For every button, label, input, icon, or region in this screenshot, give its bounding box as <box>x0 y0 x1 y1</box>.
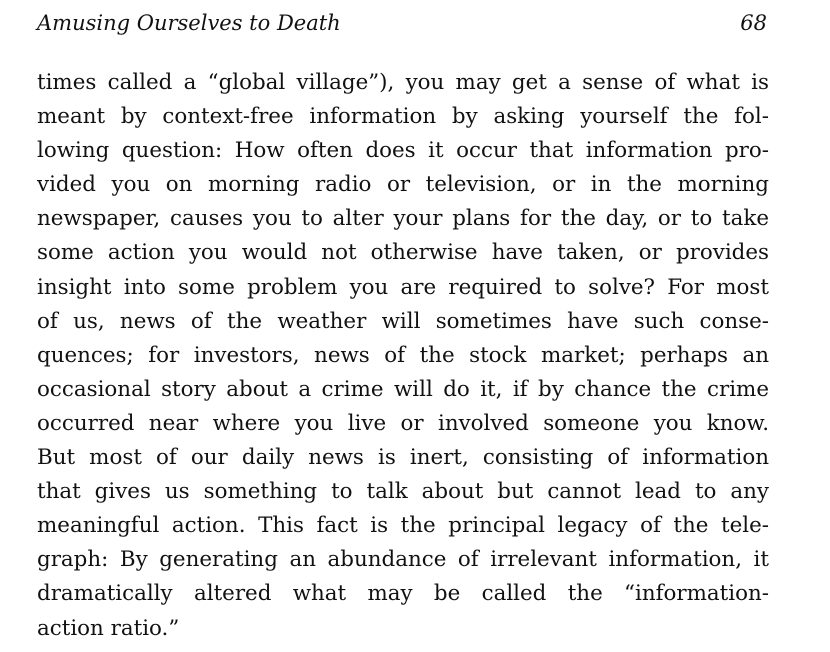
page-number: 68 <box>740 11 767 35</box>
text-line: insight into some problem you are required to solve? For most <box>37 274 769 300</box>
text-line: graph: By generating an abundance of irrelevant information, it <box>37 547 769 573</box>
text-line: times called a “global village”), you may get a sense of what is <box>37 70 769 95</box>
text-line: occurred near where you live or involved someone you know. <box>37 410 769 436</box>
text-line: meant by context-free information by asking yourself the fol- <box>37 104 769 130</box>
text-line: some action you would not otherwise have taken, or provides <box>37 240 769 266</box>
text-line: dramatically altered what may be called the “information- <box>37 581 769 607</box>
text-line: occasional story about a crime will do it, if by chance the crime <box>37 376 769 402</box>
text-line: that gives us something to talk about but cannot lead to any <box>37 479 769 505</box>
text-line: action ratio.” <box>37 615 180 641</box>
text-line: of us, news of the weather will sometimes have such conse- <box>37 308 769 334</box>
text-line: lowing question: How often does it occur that information pro- <box>37 138 769 164</box>
book-title: Amusing Ourselves to Death <box>37 11 341 35</box>
text-line: quences; for investors, news of the stock market; perhaps an <box>37 342 769 368</box>
text-line: But most of our daily news is inert, consisting of information <box>37 445 769 471</box>
text-line: meaningful action. This fact is the principal legacy of the tele- <box>37 513 769 539</box>
running-head <box>37 8 767 38</box>
text-line: vided you on morning radio or television, or in the morning <box>37 172 769 198</box>
body-paragraph <box>37 66 769 646</box>
text-line: newspaper, causes you to alter your plans for the day, or to take <box>37 206 769 232</box>
